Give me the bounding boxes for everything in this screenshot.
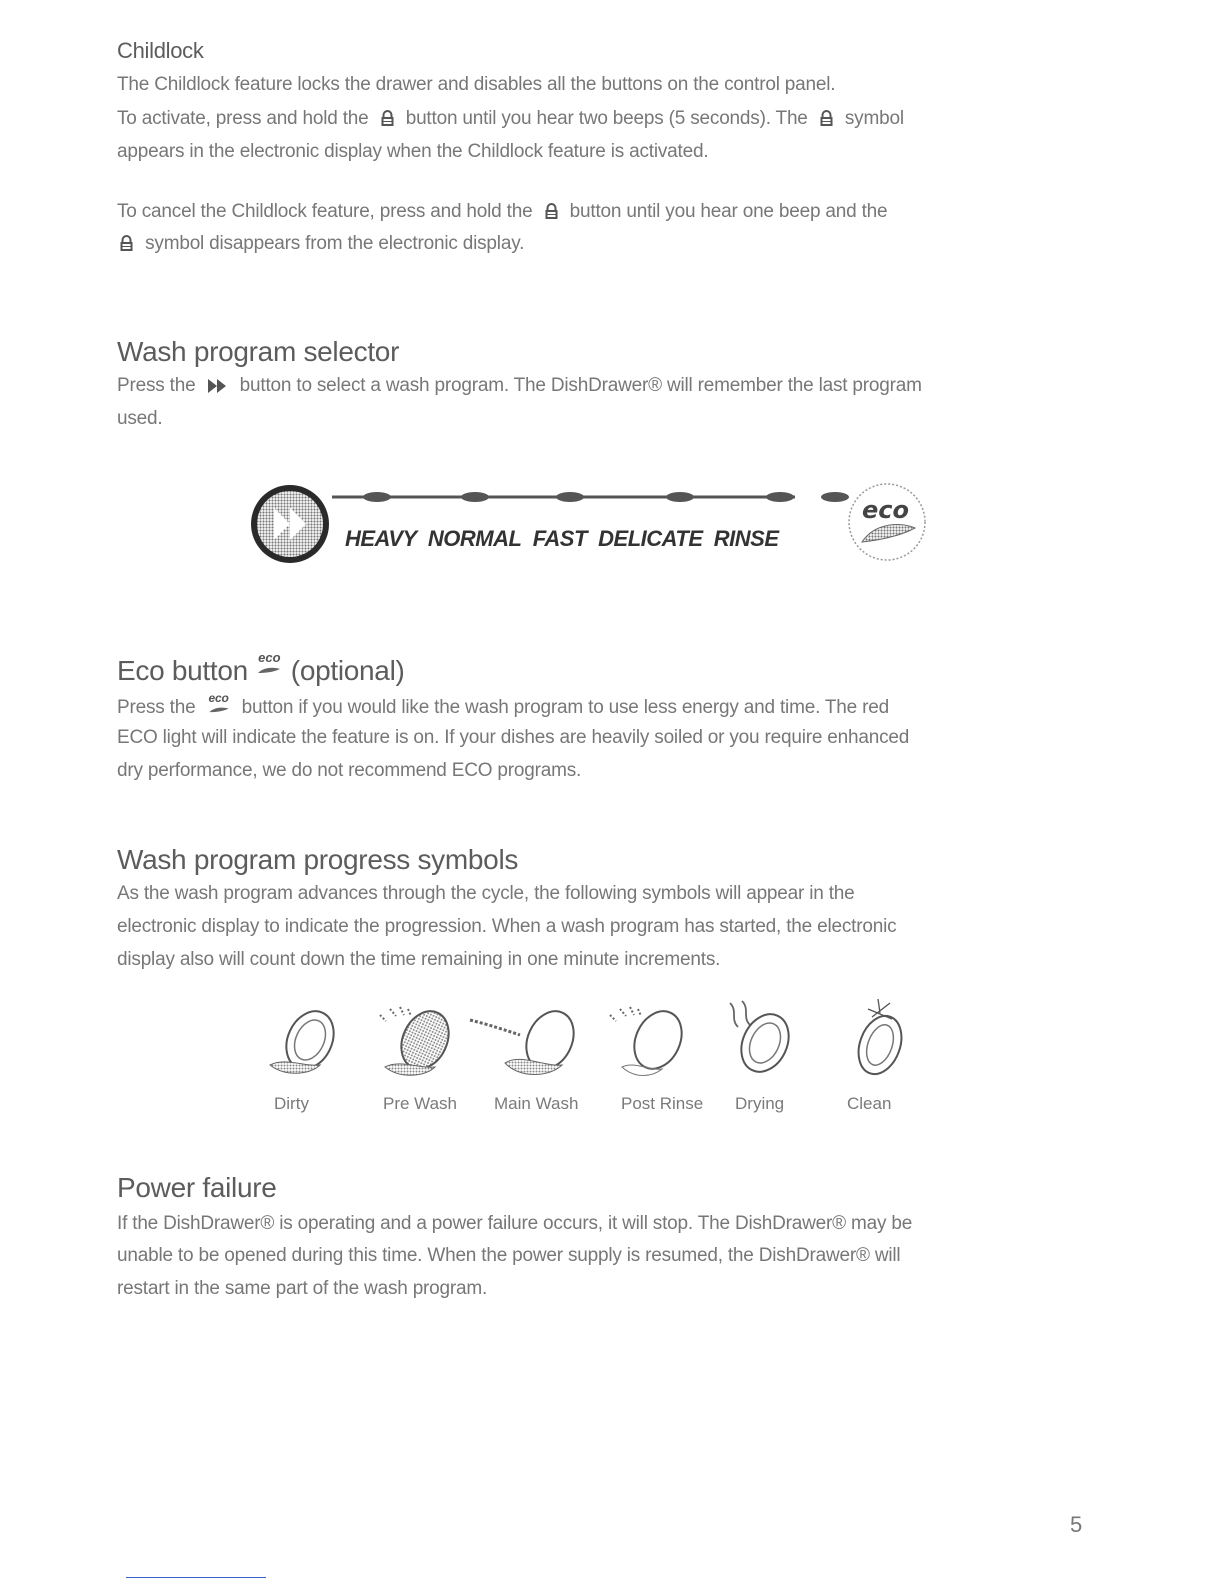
stage-label-main-wash: Main Wash — [494, 1094, 579, 1113]
clean-plate-icon — [851, 999, 909, 1080]
indicator-light-fast — [556, 492, 584, 502]
wash-selector-heading: Wash program selector — [117, 336, 400, 367]
wash-selector-line-1: Press the button to select a wash program. The DishDrawer® will remember the last program — [117, 374, 922, 401]
pre-wash-plate-icon — [380, 1004, 458, 1077]
childlock-line-2: To activate, press and hold the button until you hear two beeps (5 seconds). The symbol — [117, 107, 904, 134]
post-rinse-plate-icon — [610, 1004, 691, 1077]
progress-line-3: display also will count down the time remaining in one minute increments. — [117, 949, 721, 970]
eco-panel-label: eco — [862, 496, 909, 524]
program-label-rinse: RINSE — [713, 526, 779, 551]
page-number: 5 — [1070, 1512, 1083, 1537]
childlock-line-5: symbol disappears from the electronic display. — [117, 232, 524, 259]
wash-selector-line-2: used. — [117, 408, 163, 429]
power-heading: Power failure — [117, 1172, 277, 1203]
indicator-light-rinse — [766, 492, 794, 502]
power-line-1: If the DishDrawer® is operating and a power failure occurs, it will stop. The DishDrawer® may be — [117, 1213, 913, 1234]
lock-icon — [119, 235, 134, 259]
main-wash-plate-icon — [470, 1004, 583, 1077]
eco-line-2: ECO light will indicate the feature is on. If your dishes are heavily soiled or you require enhanced — [117, 727, 910, 748]
power-line-2: unable to be opened during this time. When the power supply is resumed, the DishDrawer® will — [117, 1245, 901, 1266]
power-line-3: restart in the same part of the wash program. — [117, 1278, 488, 1299]
footer-rule — [126, 1577, 266, 1578]
indicator-light-normal — [461, 492, 489, 502]
indicator-light-heavy — [363, 492, 391, 502]
childlock-line-3: appears in the electronic display when the Childlock feature is activated. — [117, 141, 709, 162]
eco-icon: eco — [256, 652, 282, 679]
lock-icon — [380, 110, 395, 134]
stage-label-pre-wash: Pre Wash — [383, 1094, 458, 1113]
program-labels — [345, 526, 779, 552]
program-label-fast: FAST — [532, 526, 587, 551]
eco-heading: Eco button eco (optional) — [117, 650, 405, 686]
progress-heading: Wash program progress symbols — [117, 844, 519, 875]
stage-label-clean: Clean — [847, 1094, 892, 1113]
progress-line-2: electronic display to indicate the progression. When a wash program has started, the electronic — [117, 916, 897, 937]
eco-line-3: dry performance, we do not recommend ECO programs. — [117, 760, 582, 781]
drying-plate-icon — [730, 1001, 798, 1079]
childlock-line-1: The Childlock feature locks the drawer and disables all the buttons on the control panel. — [117, 74, 836, 95]
progress-line-1: As the wash program advances through the cycle, the following symbols will appear in the — [117, 883, 855, 904]
stage-label-dirty: Dirty — [274, 1094, 309, 1113]
childlock-heading: Childlock — [117, 38, 204, 63]
program-selector-panel — [250, 472, 940, 582]
indicator-light-delicate — [666, 492, 694, 502]
program-label-delicate: DELICATE — [598, 526, 703, 551]
progress-symbols — [250, 995, 930, 1085]
selector-button-icon — [251, 485, 329, 563]
indicator-light-eco — [821, 492, 849, 502]
stage-label-drying: Drying — [735, 1094, 785, 1113]
fast-forward-icon — [207, 377, 229, 401]
lock-icon — [544, 203, 559, 227]
childlock-line-4: To cancel the Childlock feature, press and hold the button until you hear one beep and the — [117, 200, 887, 227]
lock-icon — [819, 110, 834, 134]
stage-label-post-rinse: Post Rinse — [621, 1094, 704, 1113]
eco-icon: eco — [207, 693, 231, 720]
program-label-normal: NORMAL — [427, 526, 522, 551]
program-label-heavy: HEAVY — [345, 526, 417, 551]
eco-line-1: Press the eco button if you would like the wash program to use less energy and time. The red — [117, 691, 889, 718]
dirty-plate-icon — [270, 1004, 343, 1077]
